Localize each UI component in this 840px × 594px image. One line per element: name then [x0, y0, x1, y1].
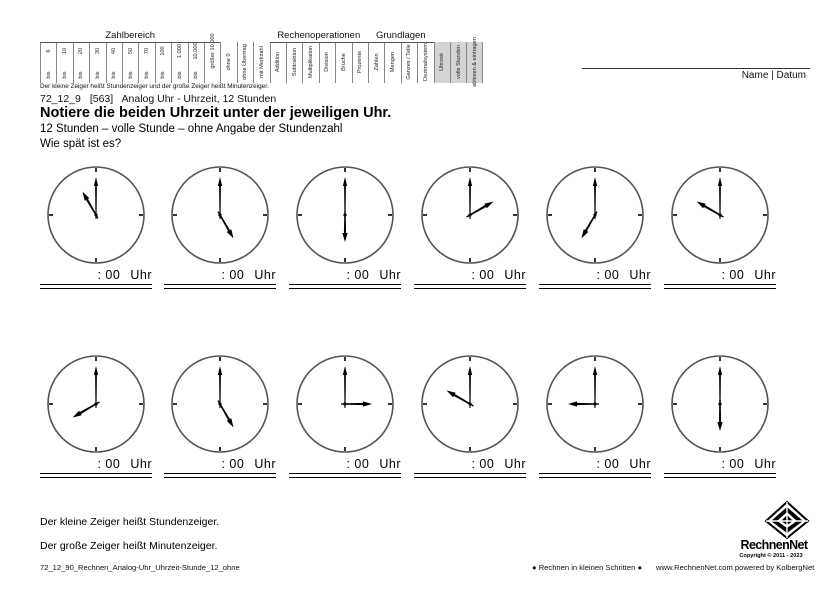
answer-minutes: : 00	[346, 268, 370, 282]
answer-field[interactable]	[664, 457, 776, 477]
answer-line	[539, 473, 651, 474]
file-name: 72_12_90_Rechnen_Analog-Uhr_Uhrzeit-Stunde_12_ohne	[40, 563, 240, 572]
analog-clock-icon	[543, 163, 647, 267]
zahlbereich-column	[73, 42, 89, 83]
operation-column	[286, 42, 302, 83]
answer-line	[539, 284, 651, 285]
name-date-line	[582, 68, 810, 69]
answer-minutes: : 00	[346, 457, 370, 471]
answer-line	[289, 473, 401, 474]
answer-line	[414, 288, 526, 289]
category-label: ohne Übertrag	[242, 44, 249, 80]
grundlagen-column	[417, 42, 433, 83]
analog-clock-icon	[44, 352, 148, 456]
zahlbereich-column	[89, 42, 105, 83]
answer-line	[664, 473, 776, 474]
answer-line	[539, 288, 651, 289]
grundlagen-column	[384, 42, 400, 83]
clock-exercise	[40, 163, 152, 293]
answer-minutes: : 00	[221, 268, 245, 282]
clock-exercise	[414, 163, 526, 293]
category-label: volle Stunden	[455, 45, 462, 79]
worksheet-subtitle: 12 Stunden – volle Stunde – ohne Angabe der Stundenzahl	[40, 123, 343, 135]
answer-line	[664, 477, 776, 478]
answer-minutes: : 00	[221, 457, 245, 471]
answer-unit: Uhr	[629, 457, 651, 471]
answer-unit: Uhr	[504, 268, 526, 282]
category-label: Uhrzeit	[439, 53, 446, 71]
answer-line	[289, 477, 401, 478]
answer-minutes: : 00	[97, 457, 121, 471]
clock-exercise	[539, 163, 651, 293]
answer-minutes: : 00	[721, 268, 745, 282]
clock-exercise	[414, 352, 526, 482]
uebertrag-column	[237, 42, 253, 83]
zahlbereich-column	[204, 33, 220, 83]
category-label: Brüche	[340, 53, 347, 71]
answer-line	[414, 284, 526, 285]
zahlbereich-column	[171, 42, 187, 83]
answer-minutes: : 00	[471, 457, 495, 471]
website-link[interactable]: www.RechnenNet.com powered by KolbergNet	[656, 563, 815, 572]
category-label: ablesen & eintragen	[471, 37, 478, 87]
category-group-title: Grundlagen	[368, 30, 434, 43]
answer-field[interactable]	[164, 457, 276, 477]
clock-exercise	[164, 352, 276, 482]
category-label: Prozente	[357, 50, 364, 74]
answer-field[interactable]	[289, 268, 401, 288]
answer-line	[40, 288, 152, 289]
note-minute-hand: Der große Zeiger heißt Minutenzeiger.	[40, 540, 218, 552]
answer-line	[289, 284, 401, 285]
answer-field[interactable]	[539, 457, 651, 477]
category-label: Subtraktion	[291, 47, 298, 77]
analog-clock-icon	[543, 352, 647, 456]
answer-field[interactable]	[40, 268, 152, 288]
worksheet-title: Notiere die beiden Uhrzeit unter der jeweiligen Uhr.	[40, 105, 392, 121]
answer-line	[664, 284, 776, 285]
worksheet-code: 72_12_9	[40, 93, 81, 105]
answer-line	[164, 473, 276, 474]
worksheet-number: [563]	[89, 93, 114, 105]
answer-unit: Uhr	[379, 457, 401, 471]
range-bottom: bis	[127, 71, 134, 79]
answer-line	[414, 473, 526, 474]
answer-minutes: : 00	[97, 268, 121, 282]
zahlbereich-column	[122, 42, 138, 83]
category-label: ohne 0	[226, 53, 233, 71]
answer-unit: Uhr	[629, 268, 651, 282]
range-bottom: bis	[78, 71, 85, 79]
analog-clock-icon	[418, 352, 522, 456]
operation-column	[319, 42, 335, 83]
analog-clock-icon	[168, 163, 272, 267]
answer-line	[164, 284, 276, 285]
range-top: 10.000	[193, 42, 200, 60]
worksheet-topic: Analog Uhr - Uhrzeit, 12 Stunden	[121, 93, 277, 105]
answer-line	[40, 477, 152, 478]
clock-exercise	[539, 352, 651, 482]
answer-field[interactable]	[164, 268, 276, 288]
range-top: größer 10.000	[209, 33, 216, 69]
operation-column	[270, 42, 286, 83]
range-bottom: bis	[144, 71, 151, 79]
brand-name: RechnenNet	[740, 538, 808, 552]
analog-clock-icon	[668, 163, 772, 267]
operation-column	[335, 42, 351, 83]
answer-unit: Uhr	[254, 268, 276, 282]
zahlbereich-column	[188, 42, 204, 83]
answer-field[interactable]	[539, 268, 651, 288]
slogan: ● Rechnen in kleinen Schritten ●	[532, 563, 643, 572]
answer-unit: Uhr	[379, 268, 401, 282]
range-bottom: bis	[111, 71, 118, 79]
category-label: Zahlen	[373, 53, 380, 71]
category-label: Dezimalsystem	[422, 43, 429, 81]
range-bottom: bis	[62, 71, 69, 79]
topic-column	[466, 37, 482, 87]
range-bottom: bis	[160, 71, 167, 79]
analog-clock-icon	[44, 163, 148, 267]
answer-line	[164, 477, 276, 478]
answer-field[interactable]	[664, 268, 776, 288]
answer-line	[40, 473, 152, 474]
answer-line	[539, 477, 651, 478]
range-top: 30	[94, 47, 101, 55]
clock-exercise	[164, 163, 276, 293]
answer-unit: Uhr	[254, 457, 276, 471]
copyright: Copyright © 2011 - 2023	[739, 553, 803, 559]
rechnennet-logo-icon	[762, 500, 812, 540]
clock-exercise	[664, 352, 776, 482]
note-hour-hand: Der kleine Zeiger heißt Stundenzeiger.	[40, 516, 220, 528]
answer-field[interactable]	[414, 457, 526, 477]
range-bottom: bis	[45, 71, 52, 79]
analog-clock-icon	[293, 352, 397, 456]
range-top: 6	[45, 49, 52, 53]
clock-exercise	[40, 352, 152, 482]
category-label: Addition	[275, 51, 282, 73]
clock-exercise	[664, 163, 776, 293]
range-top: 70	[144, 47, 151, 55]
zahlbereich-column	[40, 42, 56, 83]
category-label: Mengen	[390, 51, 397, 73]
analog-clock-icon	[418, 163, 522, 267]
worksheet-id	[40, 93, 282, 105]
answer-line	[40, 284, 152, 285]
analog-clock-icon	[293, 163, 397, 267]
answer-field[interactable]	[40, 457, 152, 477]
name-date-label: Name | Datum	[741, 70, 806, 81]
category-label: Multiplikation	[308, 45, 315, 79]
analog-clock-icon	[168, 352, 272, 456]
answer-line	[289, 288, 401, 289]
category-group-title: Rechenoperationen	[270, 30, 368, 43]
category-label: Division	[324, 52, 331, 72]
zahlbereich-column	[155, 42, 171, 83]
range-top: 10	[62, 47, 69, 55]
analog-clock-icon	[668, 352, 772, 456]
answer-line	[414, 477, 526, 478]
range-top: 1.000	[176, 44, 183, 58]
zahlbereich-column	[106, 42, 122, 83]
answer-unit: Uhr	[130, 268, 152, 282]
answer-field[interactable]	[289, 457, 401, 477]
worksheet-question: Wie spät ist es?	[40, 138, 122, 150]
answer-line	[164, 288, 276, 289]
range-bottom: bis	[176, 71, 183, 79]
answer-minutes: : 00	[596, 457, 620, 471]
answer-line	[664, 288, 776, 289]
category-label: Ganzes / Teile	[406, 44, 413, 80]
topic-column	[450, 42, 466, 83]
clock-exercise	[289, 352, 401, 482]
uebertrag-column	[220, 42, 236, 83]
zahlbereich-column	[138, 42, 154, 83]
category-label: mit Merkzahl	[258, 46, 265, 78]
answer-field[interactable]	[414, 268, 526, 288]
range-top: 40	[111, 47, 118, 55]
answer-unit: Uhr	[504, 457, 526, 471]
header-hint: Der kleine Zeiger heißt Stundenzeiger und der große Zeiger heißt Minutenzeiger.	[40, 83, 269, 90]
range-top: 20	[78, 47, 85, 55]
clock-exercise	[289, 163, 401, 293]
range-top: 100	[160, 46, 167, 56]
topic-column	[434, 42, 450, 83]
grundlagen-column	[368, 42, 384, 83]
operation-column	[352, 42, 368, 83]
range-top: 50	[127, 47, 134, 55]
category-group-title: Zahlbereich	[40, 30, 220, 43]
range-bottom: bis	[193, 71, 200, 79]
zahlbereich-column	[56, 42, 72, 83]
operation-column	[302, 42, 318, 83]
answer-unit: Uhr	[754, 457, 776, 471]
uebertrag-column	[253, 42, 269, 83]
answer-minutes: : 00	[721, 457, 745, 471]
answer-minutes: : 00	[471, 268, 495, 282]
answer-unit: Uhr	[754, 268, 776, 282]
grundlagen-column	[401, 42, 417, 83]
answer-minutes: : 00	[596, 268, 620, 282]
range-bottom: bis	[94, 71, 101, 79]
answer-unit: Uhr	[130, 457, 152, 471]
